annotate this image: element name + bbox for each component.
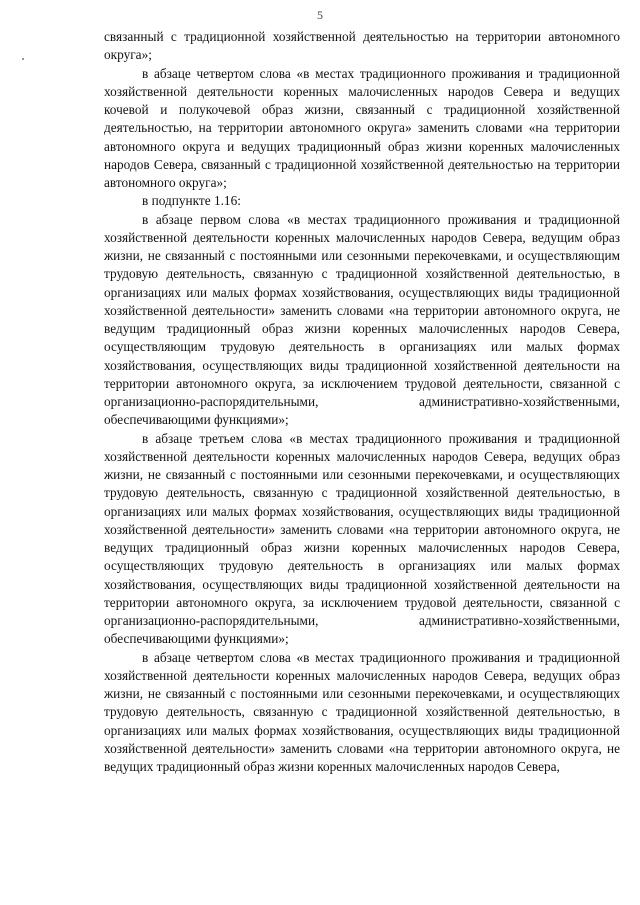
paragraph-continuation: связанный с традиционной хозяйственной деятельностью на территории автономного округа»; xyxy=(104,29,620,63)
page-number: 5 xyxy=(317,8,323,22)
paragraph-clause-4: в абзаце четвертом слова «в местах традиционного проживания и традиционной хозяйственной деятельности коренных малочисленных народов Севера и ведущих кочевой и полукочевой образ жизни, связанный с традиционной хозяйственной деятельностью, на территории автономного округа» заменить словами «на территории автономного округа и ведущих традиционный образ жизни коренных малочисленных народов Севера, связанный с традиционной хозяйственной деятельностью на территории автономного округа»; xyxy=(104,65,620,190)
document-body xyxy=(104,28,620,776)
paragraph-subclause-heading: в подпункте 1.16: xyxy=(142,193,241,209)
paragraph-clause-4-second: в абзаце четвертом слова «в местах традиционного проживания и традиционной хозяйственной деятельности коренных малочисленных народов Севера, ведущих образ жизни, не связанный с постоянными или сезонными перекочевками, и осуществляющих трудовую деятельность, связанную с традиционной хозяйственной деятельностью, в организациях или малых формах хозяйствования, осуществляющих виды традиционной хозяйственной деятельности» заменить словами «на территории автономного округа, не ведущих традиционный образ жизни коренных малочисленных народов Севера, xyxy=(104,649,620,774)
paragraph-clause-3: в абзаце третьем слова «в местах традиционного проживания и традиционной хозяйственной деятельности коренных малочисленных народов Севера, ведущих образ жизни, не связанный с постоянными или сезонными перекочевками, и осуществляющих трудовую деятельность, связанную с традиционной хозяйственной деятельностью, в организациях или малых формах хозяйствования, осуществляющих виды традиционной хозяйственной деятельности» заменить словами «на территории автономного округа, не ведущих традиционный образ жизни коренных малочисленных народов Севера, осуществляющих трудовую деятельность в организациях или малых формах хозяйствования, осуществляющих виды традиционной хозяйственной деятельности на территории автономного округа, за исключением трудовой деятельности, связанной с организационно-распорядительными, административно-хозяйственными, обеспечивающими функциями»; xyxy=(104,430,620,647)
scan-artifact xyxy=(22,58,24,60)
paragraph-clause-1: в абзаце первом слова «в местах традиционного проживания и традиционной хозяйственной деятельности коренных малочисленных народов Севера, ведущим образ жизни, не связанный с постоянными или сезонными перекочевками, и осуществляющим трудовую деятельность, связанную с традиционной хозяйственной деятельностью, в организациях или малых формах хозяйствования, осуществляющих виды традиционной хозяйственной деятельности» заменить словами «на территории автономного округа, не ведущим традиционный образ жизни коренных малочисленных народов Севера, осуществляющим трудовую деятельность в организациях или малых формах хозяйствования, осуществляющих виды традиционной хозяйственной деятельности на территории автономного округа, за исключением трудовой деятельности, связанной с организационно-распорядительными, административно-хозяйственными, обеспечивающими функциями»; xyxy=(104,211,620,428)
